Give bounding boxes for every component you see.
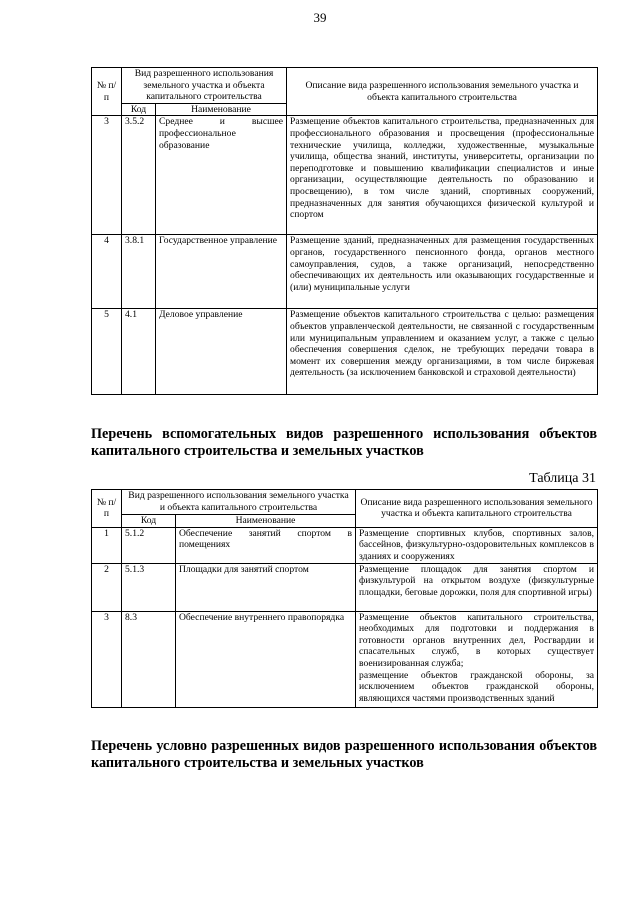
table-header-row [92, 68, 598, 104]
row-num: 3 [92, 116, 122, 235]
row-description: Размещение объектов капитального строительства, необходимых для подготовки и поддержания в готовности органов внутренних дел, Росгвардии и спасательных служб, в которых существует военизированная служба; [359, 611, 595, 669]
table-row [92, 309, 598, 395]
row-description: Размещение площадок для занятия спортом и физкультурой на открытом воздухе (физкультурные площадки, беговые дорожки, поля для спортивной игры) [356, 563, 598, 611]
header-name: Наименование [176, 515, 356, 528]
page-number: 39 [313, 10, 327, 25]
table-row [92, 611, 598, 707]
row-name: Деловое управление [156, 309, 287, 395]
row-code: 4.1 [122, 309, 156, 395]
row-code: 5.1.3 [122, 563, 176, 611]
row-description: Размещение объектов капитального строительства, предназначенных для профессионального образования и просвещения (профессиональные технические училища, колледжи, художественные, музыкальные училища, общества знаний, институты, университеты, организации по переподготовке и повышению квалификации специалистов и иные организации, осуществляющие деятельность по образованию и просвещению), в том числе зданий, спортивных сооружений, предназначенных для занятия обучающихся физической культурой и спортом [287, 116, 598, 235]
heading-conditional-uses: Перечень условно разрешенных видов разрешенного использования объектов капитального строительства и земельных участков [91, 738, 597, 771]
table-row [92, 527, 598, 563]
header-code: Код [122, 103, 156, 116]
row-code: 8.3 [122, 611, 176, 707]
row-name: Площадки для занятий спортом [176, 563, 356, 611]
row-name: Среднее и высшее профессиональное образование [156, 116, 287, 235]
table-caption: Таблица 31 [529, 471, 596, 486]
header-num: № п/п [92, 68, 122, 116]
heading-auxiliary-uses: Перечень вспомогательных видов разрешенного использования объектов капитального строительства и земельных участков [91, 426, 597, 459]
header-name: Наименование [156, 103, 287, 116]
row-code: 3.5.2 [122, 116, 156, 235]
auxiliary-use-table [91, 489, 598, 708]
table-row [92, 235, 598, 309]
row-code: 3.8.1 [122, 235, 156, 309]
row-num: 2 [92, 563, 122, 611]
row-num: 1 [92, 527, 122, 563]
row-num: 4 [92, 235, 122, 309]
row-description-continued: размещение объектов гражданской обороны, за исключением объектов гражданской обороны, являющихся частями производственных зданий [359, 669, 595, 704]
row-description-cell [356, 611, 598, 707]
permitted-use-table-main [91, 67, 598, 395]
header-vid: Вид разрешенного использования земельного участка и объекта капитального строительства [122, 68, 287, 104]
row-name: Обеспечение занятий спортом в помещениях [176, 527, 356, 563]
row-code: 5.1.2 [122, 527, 176, 563]
table-row [92, 563, 598, 611]
row-num: 5 [92, 309, 122, 395]
row-description: Размещение объектов капитального строительства с целью: размещения объектов управленческой деятельности, не связанной с государственным или муниципальным управлением и оказанием услуг, а также с целью обеспечения совершения сделок, не требующих передачи товара в момент их совершения между организациями, в том числе биржевая деятельность (за исключением банковской и страховой деятельности) [287, 309, 598, 395]
row-num: 3 [92, 611, 122, 707]
row-name: Государственное управление [156, 235, 287, 309]
header-description: Описание вида разрешенного использования земельного участка и объекта капитального строительства [287, 68, 598, 116]
row-description: Размещение спортивных клубов, спортивных залов, бассейнов, физкультурно-оздоровительных комплексов в зданиях и сооружениях [356, 527, 598, 563]
table-row [92, 116, 598, 235]
header-description: Описание вида разрешенного использования земельного участка и объекта капитального строительства [356, 490, 598, 528]
row-name: Обеспечение внутреннего правопорядка [176, 611, 356, 707]
header-code: Код [122, 515, 176, 528]
header-num: № п/п [92, 490, 122, 528]
table-header-row [92, 490, 598, 515]
header-vid: Вид разрешенного использования земельного участка и объекта капитального строительства [122, 490, 356, 515]
row-description: Размещение зданий, предназначенных для размещения государственных органов, государственного пенсионного фонда, органов местного самоуправления, судов, а также организаций, непосредственно обеспечивающих их деятельность или оказывающих государственные и (или) муниципальные услуги [287, 235, 598, 309]
